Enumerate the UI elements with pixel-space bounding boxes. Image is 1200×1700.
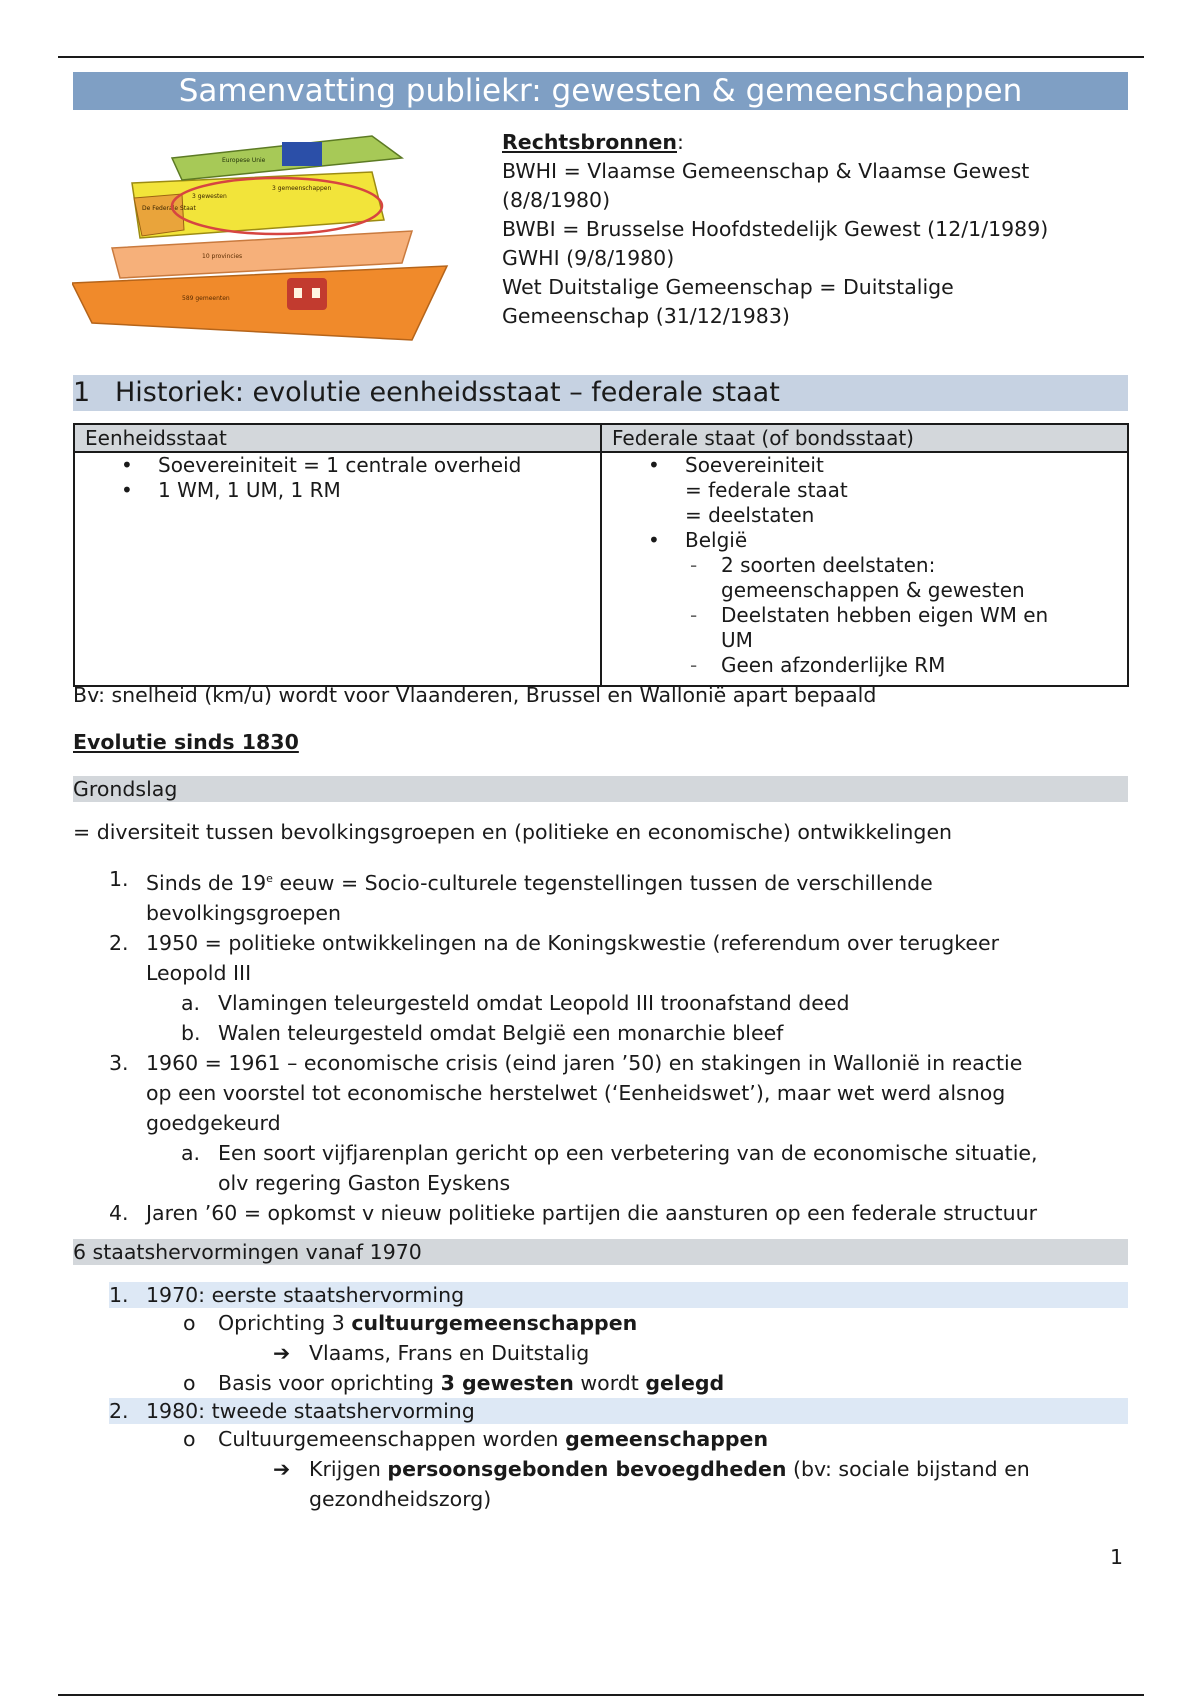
list-item: 3. 1960 = 1961 – economische crisis (eind jaren ’50) en stakingen in Wallonië in reactie op een voorstel tot economische herstelwet (‘Eenheidswet’), maar wet werd alsnog goedgekeurd: [109, 1050, 1023, 1135]
grondslag-list: [73, 864, 1133, 1228]
source-line: BWBI = Brusselse Hoofdstedelijk Gewest (12/1/1989): [502, 217, 1049, 241]
arrow-icon: ➔: [273, 1341, 291, 1365]
page-title: Samenvatting publiekr: gewesten & gemeenschappen: [73, 72, 1128, 110]
section-number: 1: [73, 377, 91, 408]
source-line: (8/8/1980): [502, 188, 611, 212]
reform-item: o Basis voor oprichting 3 gewesten wordt gelegd: [183, 1371, 725, 1395]
dash-item: - Deelstaten hebben eigen WM en UM: [690, 603, 1049, 652]
state-layers-illustration: [72, 128, 457, 350]
reform-item: o Oprichting 3 cultuurgemeenschappen: [183, 1311, 638, 1335]
regions-label: 3 gewesten: [192, 193, 227, 200]
reform-arrow-item: ➔ Vlaams, Frans en Duitstalig: [73, 1338, 1133, 1368]
page-number: 1: [1110, 1545, 1124, 1569]
table-header-federal: Federale staat (of bondsstaat): [601, 424, 1128, 452]
list-item: 1. Sinds de 19e eeuw = Socio-culturele tegenstellingen tussen de verschillende bevolkingsgroepen: [109, 867, 933, 925]
source-line: Gemeenschap (31/12/1983): [502, 304, 790, 328]
provinces-label: 10 provincies: [202, 253, 243, 260]
arrow-icon: ➔: [273, 1457, 291, 1481]
dash-item: - 2 soorten deelstaten: gemeenschappen & gewesten: [690, 553, 1025, 602]
eu-flag: [282, 142, 322, 166]
legal-sources-heading: Rechtsbronnen: [502, 130, 677, 154]
table-header-unitary: Eenheidsstaat: [74, 424, 601, 452]
evolution-heading: Evolutie sinds 1830: [73, 730, 299, 754]
reforms-heading: 6 staatshervormingen vanaf 1970: [73, 1239, 1128, 1265]
list-item: • Soevereiniteit: [648, 453, 824, 477]
town-hall-icon: [287, 278, 327, 310]
list-item-line: = federale staat: [685, 478, 848, 502]
eu-label: Europese Unie: [222, 157, 266, 164]
list-item: 2. 1950 = politieke ontwikkelingen na de Koningskwestie (referendum over terugkeer Leopold III: [109, 930, 1000, 985]
source-line: GWHI (9/8/1980): [502, 246, 675, 270]
top-rule: [58, 56, 1144, 58]
source-line: BWHI = Vlaamse Gemeenschap & Vlaamse Gewest: [502, 159, 1030, 183]
list-item-line: = deelstaten: [685, 503, 815, 527]
municipalities-label: 589 gemeenten: [182, 295, 230, 302]
table-cell-unitary: [74, 452, 601, 686]
reform-2-heading: 2. 1980: tweede staatshervorming: [109, 1398, 1128, 1424]
dash-item: - Geen afzonderlijke RM: [690, 653, 946, 677]
section-title: Historiek: evolutie eenheidsstaat – federale staat: [115, 377, 780, 408]
grondslag-intro: = diversiteit tussen bevolkingsgroepen en (politieke en economische) ontwikkelingen: [73, 820, 953, 844]
comparison-table: [73, 423, 1129, 687]
sub-list-item: b. Walen teleurgesteld omdat België een monarchie bleef: [181, 1020, 784, 1045]
reform-arrow-item: ➔ Krijgen persoonsgebonden bevoegdheden (bv: sociale bijstand en gezondheidszorg): [73, 1454, 1133, 1514]
bottom-rule: [58, 1694, 1144, 1696]
communities-label: 3 gemeenschappen: [272, 185, 332, 192]
list-item: • Soevereiniteit = 1 centrale overheid: [121, 453, 522, 477]
grondslag-heading: Grondslag: [73, 776, 1128, 802]
sub-list-item: a. Een soort vijfjarenplan gericht op een verbetering van de economische situatie, olv regering Gaston Eyskens: [181, 1140, 1038, 1195]
reform-item: o Cultuurgemeenschappen worden gemeenschappen: [183, 1427, 769, 1451]
example-text: Bv: snelheid (km/u) wordt voor Vlaanderen, Brussel en Wallonië apart bepaald: [73, 683, 877, 707]
legal-sources: [502, 128, 1122, 331]
reform-1-heading: 1. 1970: eerste staatshervorming: [109, 1282, 1128, 1308]
list-item: • België: [648, 528, 748, 552]
sub-list-item: a. Vlamingen teleurgesteld omdat Leopold III troonafstand deed: [181, 990, 850, 1015]
reforms-list: [73, 1282, 1133, 1514]
list-item: 4. Jaren ’60 = opkomst v nieuw politieke partijen die aansturen op een federale structuur: [109, 1200, 1037, 1225]
legal-sources-colon: :: [677, 130, 684, 154]
table-cell-federal: [601, 452, 1128, 686]
section-heading-historiek: [73, 375, 1128, 411]
source-line: Wet Duitstalige Gemeenschap = Duitstalige: [502, 275, 954, 299]
federal-label: De Federale Staat: [142, 205, 196, 212]
list-item: • 1 WM, 1 UM, 1 RM: [121, 478, 341, 502]
